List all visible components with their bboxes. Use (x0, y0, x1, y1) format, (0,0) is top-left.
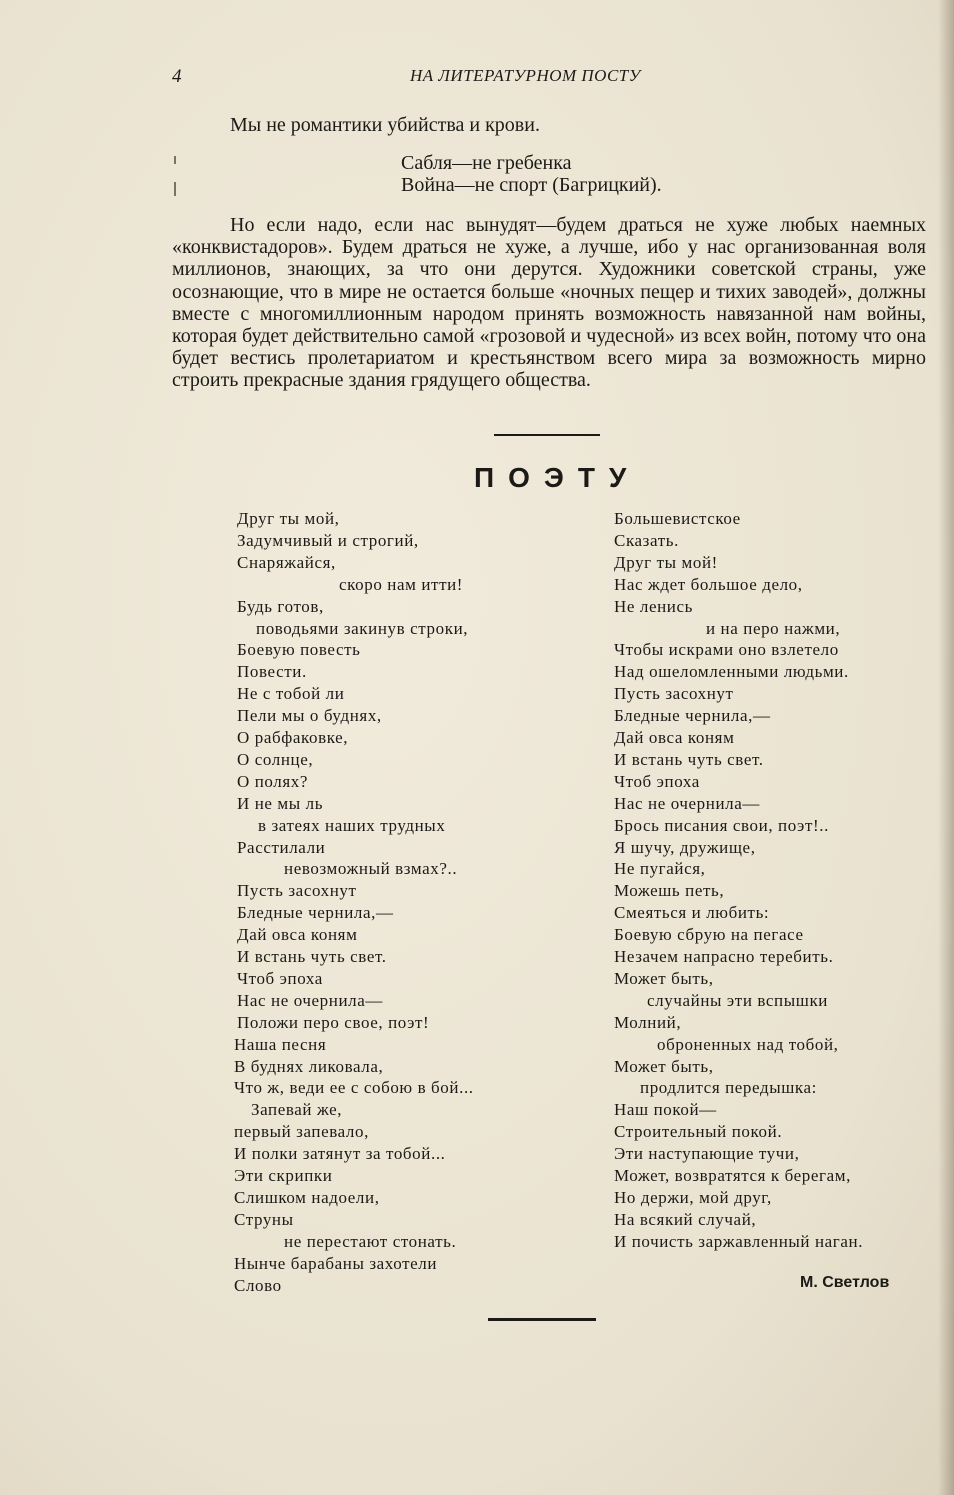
left-verse-line: Пели мы о буднях, (237, 706, 382, 726)
right-verse-line: Молний, (614, 1012, 682, 1032)
right-verse-line: Дай овса коням (614, 728, 735, 747)
left-verse-line: Запевай же, (251, 1100, 343, 1120)
left-verse-line: И полки затянут за тобой... (234, 1144, 446, 1164)
left-verse-line: О солнце, (237, 749, 314, 769)
left-verse-line: Положи перо свое, поэт! (237, 1012, 430, 1032)
left-verse-line: Нас не очернила— (237, 990, 383, 1010)
right-verse-line: Чтоб эпоха (614, 771, 700, 791)
right-verse-line: Нас не очернила— (614, 793, 760, 813)
right-verse-line: Эти наступающие тучи, (614, 1144, 800, 1164)
right-verse-line: Может, возвратятся к берегам, (614, 1166, 851, 1185)
right-verse-line: Нас ждет большое дело, (614, 574, 803, 594)
right-verse-line: И встань чуть свет. (614, 749, 764, 769)
right-verse-line: Сказать. (614, 530, 679, 550)
right-verse-line: Брось писания свои, поэт!.. (614, 815, 829, 835)
right-verse-line: Но держи, мой друг, (614, 1187, 772, 1207)
right-verse-line: Чтобы искрами оно взлетело (614, 640, 839, 660)
left-verse-line: Слишком надоели, (234, 1187, 380, 1207)
left-verse-line: Чтоб эпоха (237, 968, 323, 988)
margin-mark (174, 182, 176, 196)
right-verse-line: Может быть, (614, 968, 714, 988)
left-verse-line: не перестают стонать. (284, 1231, 457, 1251)
left-verse-line: скоро нам итти! (339, 574, 464, 594)
quote-line-2: Война—не спорт (Багрицкий). (401, 174, 662, 196)
left-verse-line: И встань чуть свет. (237, 947, 387, 966)
left-verse-line: И не мы ль (237, 793, 324, 813)
page-number: 4 (172, 66, 182, 87)
left-verse-line: Повести. (237, 662, 307, 682)
running-header-title: НА ЛИТЕРАТУРНОМ ПОСТУ (410, 66, 641, 85)
left-verse-line: О рабфаковке, (237, 728, 349, 747)
left-verse-line: Будь готов, (237, 596, 324, 616)
left-verse-line: Друг ты мой, (237, 509, 340, 528)
right-verse-line: Над ошеломленными людьми. (614, 662, 849, 682)
right-verse-line: Не ленись (614, 596, 693, 616)
right-verse-line: Смеяться и любить: (614, 903, 770, 923)
right-verse-line: Строительный покой. (614, 1122, 783, 1142)
end-divider (488, 1318, 596, 1321)
left-verse-line: в затеях наших трудных (258, 815, 446, 835)
right-verse-line: Друг ты мой! (614, 552, 718, 572)
left-verse-line: Расстилали (237, 837, 326, 857)
left-verse-line: Пусть засохнут (237, 881, 357, 901)
paragraph-text: Но если надо, если нас вынудят—будем драться не хуже любых наемных «конквистадоров». Будем драться не хуже, а лучше, ибо у нас организованная воля миллионов, знающих, за что они дерутся. Художники советской страны, уже осознающие, что в мире не остается больше «ночных пещер и тихих заводей», должны вместе с многомиллионным народом принять возможность навязанной нам войны, которая будет действительно самой «грозовой и чудесной» из всех войн, потому что она будет вестись пролетариатом и крестьянством всего мира за возможность мирно строить прекрасные здания грядущего общества. (172, 214, 926, 392)
body-paragraph (172, 214, 926, 392)
left-verse-line: Слово (234, 1275, 282, 1295)
left-verse-line: Задумчивый и строгий, (237, 530, 419, 550)
left-verse-line: Нынче барабаны захотели (234, 1253, 438, 1273)
left-verse-line: Снаряжайся, (237, 552, 336, 572)
right-verse-line: и на перо нажми, (706, 618, 841, 638)
right-verse-line: продлится передышка: (640, 1078, 817, 1098)
right-verse-line: случайны эти вспышки (647, 990, 829, 1010)
right-verse-line: На всякий случай, (614, 1209, 757, 1229)
left-verse-line: Боевую повесть (237, 640, 361, 660)
left-verse-line: В буднях ликовала, (234, 1056, 384, 1076)
poem-title: ПОЭТУ (474, 462, 641, 493)
section-divider (494, 434, 600, 436)
right-verse-line: Наш покой— (614, 1100, 717, 1120)
left-verse-line: О полях? (237, 771, 309, 791)
left-verse-line: Не с тобой ли (237, 684, 345, 704)
right-verse-line: И почисть заржавленный наган. (614, 1231, 864, 1251)
left-verse-line: Бледные чернила,— (237, 903, 394, 923)
right-verse-line: Может быть, (614, 1056, 714, 1076)
right-verse-line: Боевую сбрую на пегасе (614, 925, 804, 945)
quote-line-1: Сабля—не гребенка (401, 152, 572, 174)
right-verse-line: Незачем напрасно теребить. (614, 947, 834, 966)
left-verse-line: Эти скрипки (234, 1166, 333, 1185)
left-verse-line: Струны (234, 1209, 294, 1229)
intro-line: Мы не романтики убийства и крови. (230, 114, 540, 136)
left-verse-line: Наша песня (234, 1034, 327, 1054)
right-verse-line: оброненных над тобой, (657, 1034, 839, 1054)
right-verse-line: Не пугайся, (614, 859, 706, 879)
poem-author: М. Светлов (800, 1274, 890, 1291)
right-verse-line: Большевистское (614, 509, 741, 528)
left-verse-line: первый запевало, (234, 1122, 369, 1142)
right-verse-line: Бледные чернила,— (614, 706, 771, 726)
left-verse-line: Что ж, веди ее с собою в бой... (234, 1078, 474, 1098)
right-verse-line: Я шучу, дружище, (614, 837, 756, 857)
right-verse-line: Можешь петь, (614, 881, 725, 901)
page-edge-shadow (938, 0, 954, 1495)
right-verse-line: Пусть засохнут (614, 684, 734, 704)
left-verse-line: поводьями закинув строки, (256, 618, 469, 638)
left-verse-line: невозможный взмах?.. (284, 859, 458, 879)
margin-mark (174, 156, 176, 164)
left-verse-line: Дай овса коням (237, 925, 358, 945)
